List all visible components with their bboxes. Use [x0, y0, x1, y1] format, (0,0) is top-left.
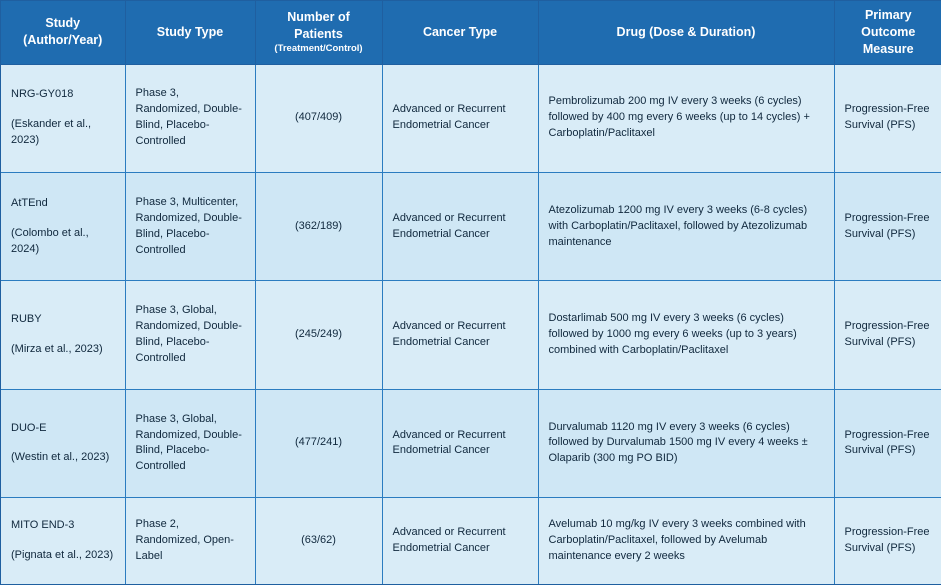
- study-citation: (Eskander et al., 2023): [11, 118, 92, 147]
- cell-drug: Avelumab 10 mg/kg IV every 3 weeks combined with Carboplatin/Paclitaxel, followed by Avelumab maintenance every 2 weeks: [538, 498, 834, 584]
- column-header-primary-outcome: [834, 1, 941, 64]
- study-citation: (Colombo et al., 2024): [11, 226, 89, 255]
- study-name: AtTEnd: [11, 196, 48, 209]
- cell-outcome: Progression-Free Survival (PFS): [834, 281, 941, 389]
- cell-drug: Pembrolizumab 200 mg IV every 3 weeks (6 cycles) followed by 400 mg every 6 weeks (up to 14 cycles) + Carboplatin/Paclitaxel: [538, 64, 834, 172]
- cell-study-type: Phase 3, Randomized, Double-Blind, Placebo-Controlled: [125, 64, 255, 172]
- column-header-drug-line1: Drug (Dose & Duration): [616, 24, 756, 39]
- table-row: [1, 64, 941, 172]
- cell-study: [1, 498, 125, 584]
- column-header-outcome-line3: Measure: [862, 41, 914, 56]
- column-header-drug: [538, 1, 834, 64]
- table-row: [1, 173, 941, 281]
- column-header-patients-sub: (Treatment/Control): [274, 43, 363, 55]
- study-citation: (Westin et al., 2023): [11, 451, 110, 464]
- cell-study: [1, 389, 125, 497]
- cell-study-type: Phase 3, Global, Randomized, Double-Blind, Placebo-Controlled: [125, 389, 255, 497]
- cell-outcome: Progression-Free Survival (PFS): [834, 498, 941, 584]
- table-row: [1, 389, 941, 497]
- cell-cancer-type: Advanced or Recurrent Endometrial Cancer: [382, 64, 538, 172]
- column-header-cancer-type: [382, 1, 538, 64]
- table-body: [1, 64, 941, 584]
- column-header-patients-line2: Patients: [294, 27, 343, 42]
- study-name: DUO-E: [11, 421, 47, 434]
- cell-study-type: Phase 3, Multicenter, Randomized, Double-Blind, Placebo-Controlled: [125, 173, 255, 281]
- cell-study: [1, 64, 125, 172]
- column-header-cancer-type-line1: Cancer Type: [422, 24, 498, 39]
- study-name: NRG-GY018: [11, 88, 74, 101]
- study-name: MITO END-3: [11, 519, 75, 532]
- cell-study: [1, 173, 125, 281]
- column-header-study: [1, 1, 125, 64]
- column-header-study-type: [125, 1, 255, 64]
- study-citation: (Mirza et al., 2023): [11, 343, 103, 356]
- table-row: [1, 498, 941, 584]
- cell-cancer-type: Advanced or Recurrent Endometrial Cancer: [382, 173, 538, 281]
- table-header: [1, 1, 941, 64]
- cell-outcome: Progression-Free Survival (PFS): [834, 173, 941, 281]
- column-header-study-line2: (Author/Year): [23, 33, 103, 48]
- cell-drug: Dostarlimab 500 mg IV every 3 weeks (6 cycles) followed by 1000 mg every 6 weeks (up to 3 years) combined with Carboplatin/Paclitaxel: [538, 281, 834, 389]
- table-row: [1, 281, 941, 389]
- column-header-study-type-line1: Study Type: [156, 24, 224, 39]
- cell-drug: Durvalumab 1120 mg IV every 3 weeks (6 cycles) followed by Durvalumab 1500 mg IV every 4 weeks ± Olaparib (300 mg PO BID): [538, 389, 834, 497]
- cell-study-type: Phase 2, Randomized, Open-Label: [125, 498, 255, 584]
- study-citation: (Pignata et al., 2023): [11, 549, 114, 562]
- column-header-outcome-line1: Primary: [864, 8, 912, 22]
- clinical-trials-table: [1, 1, 941, 584]
- cell-patients: (63/62): [255, 498, 382, 584]
- column-header-patients-line1: Number of: [287, 10, 350, 25]
- cell-study-type: Phase 3, Global, Randomized, Double-Blind, Placebo-Controlled: [125, 281, 255, 389]
- cell-patients: (407/409): [255, 64, 382, 172]
- cell-patients: (362/189): [255, 173, 382, 281]
- cell-drug: Atezolizumab 1200 mg IV every 3 weeks (6-8 cycles) with Carboplatin/Paclitaxel, followed by Atezolizumab maintenance: [538, 173, 834, 281]
- cell-outcome: Progression-Free Survival (PFS): [834, 64, 941, 172]
- column-header-outcome-line2: Outcome: [861, 24, 916, 39]
- table-header-row: [1, 1, 941, 64]
- cell-cancer-type: Advanced or Recurrent Endometrial Cancer: [382, 281, 538, 389]
- cell-cancer-type: Advanced or Recurrent Endometrial Cancer: [382, 498, 538, 584]
- cell-cancer-type: Advanced or Recurrent Endometrial Cancer: [382, 389, 538, 497]
- cell-outcome: Progression-Free Survival (PFS): [834, 389, 941, 497]
- cell-patients: (245/249): [255, 281, 382, 389]
- column-header-number-of-patients: [255, 1, 382, 64]
- cell-study: [1, 281, 125, 389]
- column-header-study-line1: Study: [45, 16, 81, 31]
- study-name: RUBY: [11, 313, 42, 326]
- cell-patients: (477/241): [255, 389, 382, 497]
